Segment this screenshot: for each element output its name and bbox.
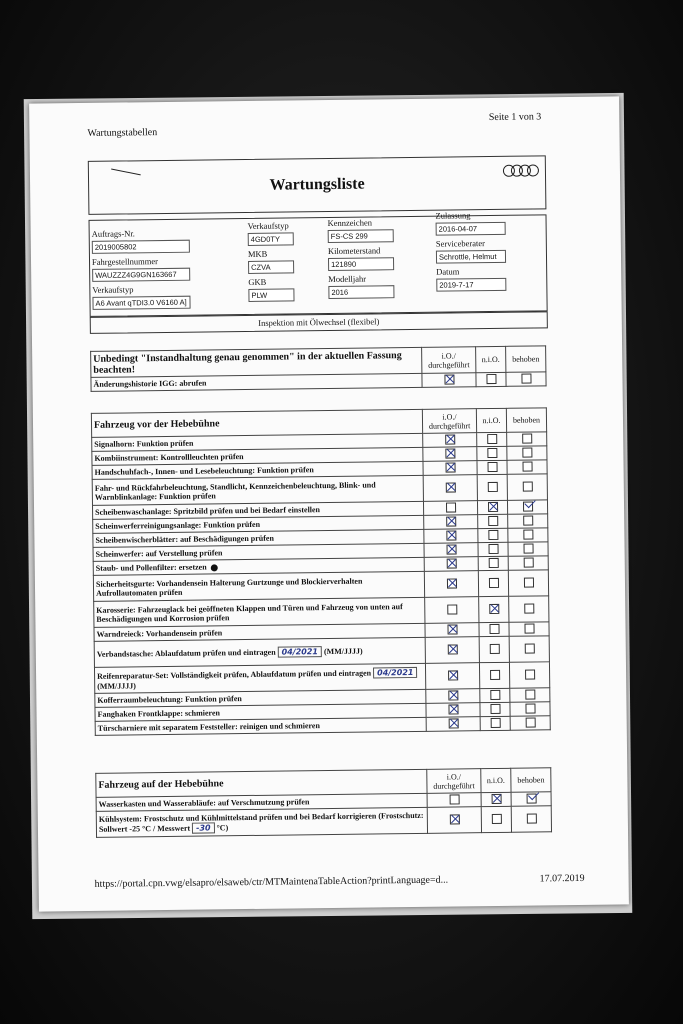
- checkbox-nio-cell: [481, 792, 511, 806]
- col-io: i.O./ durchgeführt: [427, 769, 481, 794]
- field-fahrgestell: WAUZZZ4G9GN163667: [92, 268, 190, 282]
- col-nio: n.i.O.: [476, 408, 506, 432]
- checkbox-behoben[interactable]: [525, 703, 535, 713]
- maintenance-sheet: [29, 96, 629, 911]
- checkbox-behoben-cell: [509, 622, 549, 636]
- checkbox-io[interactable]: [445, 482, 455, 492]
- checkbox-behoben-cell: [510, 702, 550, 716]
- checkbox-nio-cell: [479, 636, 509, 662]
- col-behoben: behoben: [506, 346, 546, 372]
- label-auftrags-nr: Auftrags-Nr.: [91, 228, 135, 239]
- checkbox-behoben[interactable]: [523, 515, 533, 525]
- checkbox-io-cell: [425, 597, 479, 624]
- checkbox-behoben-cell: [510, 688, 550, 702]
- checkbox-behoben-cell: [507, 432, 547, 446]
- checkbox-io[interactable]: [446, 530, 456, 540]
- row-text: Fahr- und Rückfahrbeleuchtung, Standlicht, Kennzeichenbeleuchtung, Blink- und Warnblinkanlage: Funktion prüfen: [94, 479, 376, 502]
- col-io: i.O./ durchgeführt: [422, 347, 476, 374]
- row-label: [94, 663, 425, 693]
- checkbox-io-cell: [426, 717, 480, 732]
- label-gkb: GKB: [248, 276, 267, 287]
- checkbox-behoben-cell: [508, 556, 548, 570]
- row-text: Karosserie: Fahrzeuglack bei geöffneten Klappen und Türen und Fahrzeug von unten auf Beschädigungen und Korrosion prüfen: [96, 601, 403, 624]
- checkbox-io[interactable]: [446, 558, 456, 568]
- row-label: [94, 597, 425, 627]
- row-text: Fanghaken Frontklappe: schmieren: [97, 708, 220, 719]
- required-dot-icon: [211, 564, 218, 571]
- checkbox-behoben[interactable]: [522, 447, 532, 457]
- label-kennzeichen: Kennzeichen: [327, 217, 372, 228]
- checkbox-behoben[interactable]: [521, 373, 531, 383]
- checkbox-behoben-cell: [507, 460, 547, 474]
- field-gkb: PLW: [248, 288, 294, 302]
- checkbox-nio-cell: [479, 596, 509, 622]
- field-auftrags-nr: 2019005802: [92, 240, 190, 254]
- row-text-suffix: °C): [216, 822, 229, 832]
- checkbox-nio[interactable]: [487, 433, 497, 443]
- checkbox-behoben[interactable]: [522, 433, 532, 443]
- checkbox-io-cell: [423, 461, 477, 476]
- section-vor-hebebuehne: [91, 407, 551, 736]
- checkbox-behoben-cell: [507, 446, 547, 460]
- row-label: [96, 807, 427, 837]
- checkbox-io[interactable]: [448, 718, 458, 728]
- checkbox-io-cell: [424, 529, 478, 544]
- row-text: Reifenreparatur-Set: Vollständigkeit prüfen, Ablaufdatum prüfen und eintragen: [97, 667, 372, 681]
- checkbox-nio[interactable]: [487, 481, 497, 491]
- checkbox-nio-cell: [480, 688, 510, 702]
- checkbox-nio[interactable]: [490, 703, 500, 713]
- field-verkaufstyp: A6 Avant qTDI3.0 V6160 A]: [92, 296, 190, 310]
- checkbox-nio[interactable]: [490, 717, 500, 727]
- row-text: Warndreieck: Vorhandensein prüfen: [96, 628, 223, 639]
- checkbox-nio[interactable]: [486, 373, 496, 383]
- checkbox-behoben[interactable]: [526, 813, 536, 823]
- row-text: Änderungshistorie IGG: abrufen: [93, 378, 207, 389]
- checkbox-nio[interactable]: [488, 543, 498, 553]
- col-nio: n.i.O.: [476, 346, 506, 372]
- checkbox-nio-cell: [477, 432, 507, 446]
- checkbox-nio-cell: [476, 372, 506, 386]
- section-auf-hebebuehne: [95, 767, 552, 838]
- row-text: Wasserkasten und Wasserabläufe: auf Verschmutzung prüfen: [98, 797, 310, 809]
- checkbox-nio-cell: [477, 474, 507, 500]
- field-serviceberater: Schrottle, Helmut: [436, 250, 506, 264]
- checkbox-behoben[interactable]: [525, 669, 535, 679]
- col-behoben: behoben: [511, 768, 551, 792]
- checkbox-io-cell: [426, 703, 480, 718]
- checkbox-io[interactable]: [447, 604, 457, 614]
- checkbox-nio[interactable]: [491, 793, 501, 803]
- checkbox-nio-cell: [477, 446, 507, 460]
- checkbox-nio-cell: [478, 556, 508, 570]
- label-datum: Datum: [436, 266, 460, 277]
- handwritten-entry[interactable]: 04/2021: [373, 666, 417, 678]
- footer-url: https://portal.cpn.vwg/elsapro/elsaweb/ctr/MTMaintenaTableAction?printLanguage=d...: [94, 874, 449, 890]
- checkbox-behoben-cell: [510, 716, 550, 730]
- field-kennzeichen: FS-CS 299: [328, 229, 394, 243]
- footer-date: 17.07.2019: [539, 872, 585, 885]
- row-text: Scheinwerferreinigungsanlage: Funktion prüfen: [95, 519, 261, 531]
- row-text: Scheibenwaschanlage: Spritzbild prüfen und bei Bedarf einstellen: [95, 505, 321, 517]
- checkbox-nio[interactable]: [489, 643, 499, 653]
- label-km: Kilometerstand: [327, 245, 381, 256]
- row-text: Scheibenwischerblätter: auf Beschädigungen prüfen: [95, 533, 274, 545]
- checkbox-behoben-cell: [508, 528, 548, 542]
- row-text: Sicherheitsgurte: Vorhandensein Halterung Gurtzunge und Blockierverhalten Aufrollautomaten prüfen: [95, 576, 363, 598]
- checkbox-io-cell: [425, 623, 479, 638]
- checkbox-behoben[interactable]: [523, 543, 533, 553]
- vehicle-info: [89, 210, 548, 317]
- checkbox-behoben-cell: [509, 636, 549, 662]
- checkbox-nio-cell: [478, 570, 508, 596]
- table-row: [96, 806, 551, 838]
- section-heading: Fahrzeug auf der Hebebühne: [96, 769, 427, 797]
- checkbox-behoben[interactable]: [525, 689, 535, 699]
- checkbox-io[interactable]: [449, 794, 459, 804]
- handwritten-entry[interactable]: 04/2021: [278, 646, 322, 658]
- checkbox-behoben-cell: [507, 500, 547, 514]
- label-mkb: MKB: [247, 248, 268, 259]
- section-heading: Fahrzeug vor der Hebebühne: [91, 409, 422, 437]
- handwritten-entry[interactable]: -30: [192, 822, 215, 833]
- field-modelljahr: 2016: [328, 285, 394, 299]
- label-serviceberater: Serviceberater: [435, 238, 485, 249]
- checkbox-nio-cell: [480, 702, 510, 716]
- row-text: Handschuhfach-, Innen- und Lesebeleuchtung: Funktion prüfen: [94, 465, 314, 477]
- checkbox-nio[interactable]: [489, 603, 499, 613]
- checkbox-behoben-cell: [507, 474, 547, 500]
- checkbox-nio-cell: [478, 500, 508, 514]
- checkbox-behoben-cell: [509, 662, 549, 688]
- checkbox-io-cell: [423, 433, 477, 448]
- checkbox-behoben-cell: [509, 596, 549, 622]
- checkbox-behoben-cell: [511, 792, 551, 806]
- checkbox-nio[interactable]: [487, 461, 497, 471]
- checkbox-nio[interactable]: [489, 623, 499, 633]
- checkbox-io[interactable]: [445, 462, 455, 472]
- label-modelljahr: Modelljahr: [328, 273, 367, 284]
- field-mkb: CZVA: [248, 260, 294, 274]
- checkbox-behoben[interactable]: [522, 481, 532, 491]
- checkbox-io[interactable]: [448, 704, 458, 714]
- checkbox-nio[interactable]: [490, 669, 500, 679]
- checkbox-io[interactable]: [449, 814, 459, 824]
- col-nio: n.i.O.: [481, 768, 511, 792]
- audi-logo-icon: [503, 164, 537, 176]
- checkbox-io[interactable]: [446, 502, 456, 512]
- row-text-suffix: (MM/JJJJ): [323, 646, 363, 657]
- checkbox-io-cell: [425, 637, 479, 664]
- checkbox-behoben-cell: [506, 372, 546, 386]
- checkbox-io-cell: [424, 543, 478, 558]
- row-label: [93, 571, 424, 601]
- checkbox-nio-cell: [478, 528, 508, 542]
- checkbox-behoben[interactable]: [523, 557, 533, 567]
- checkbox-behoben-cell: [508, 542, 548, 556]
- checkbox-behoben[interactable]: [525, 717, 535, 727]
- checkbox-nio-cell: [479, 622, 509, 636]
- section-igg: [90, 345, 546, 392]
- checkbox-io-cell: [424, 515, 478, 530]
- checkbox-nio[interactable]: [487, 447, 497, 457]
- checkbox-behoben-cell: [508, 514, 548, 528]
- checkbox-io-cell: [424, 571, 478, 598]
- checkbox-nio[interactable]: [491, 813, 501, 823]
- checkbox-behoben[interactable]: [524, 623, 534, 633]
- checkbox-io[interactable]: [445, 448, 455, 458]
- checkbox-behoben[interactable]: [524, 603, 534, 613]
- checkbox-io[interactable]: [446, 516, 456, 526]
- checkbox-nio[interactable]: [487, 501, 497, 511]
- label-zulassung: Zulassung: [435, 210, 471, 221]
- checkbox-nio-cell: [478, 542, 508, 556]
- checkbox-nio[interactable]: [488, 515, 498, 525]
- row-text-suffix: (MM/JJJJ): [97, 680, 136, 691]
- row-text: Scheinwerfer: auf Verstellung prüfen: [95, 548, 223, 559]
- field-datum: 2019-7-17: [436, 278, 506, 292]
- page-title: Wartungsliste: [269, 175, 365, 194]
- checkbox-behoben-cell: [511, 806, 551, 832]
- row-text: Türscharniere mit separatem Feststeller: reinigen und schmieren: [97, 721, 320, 733]
- checkbox-behoben[interactable]: [522, 461, 532, 471]
- checkbox-io-cell: [426, 663, 480, 690]
- checkbox-io[interactable]: [448, 670, 458, 680]
- row-text: Kofferraumbeleuchtung: Funktion prüfen: [97, 694, 242, 705]
- checkbox-io[interactable]: [447, 644, 457, 654]
- checkbox-nio-cell: [477, 460, 507, 474]
- label-verkaufstyp: Verkaufstyp: [92, 284, 134, 295]
- page-indicator: Seite 1 von 3: [488, 111, 542, 124]
- col-behoben: behoben: [506, 408, 546, 432]
- checkbox-io-cell: [423, 475, 477, 502]
- row-label: [91, 373, 422, 391]
- checkbox-io[interactable]: [444, 374, 454, 384]
- checkbox-io[interactable]: [446, 544, 456, 554]
- checkbox-nio-cell: [478, 514, 508, 528]
- row-label: [92, 475, 423, 505]
- checkbox-nio[interactable]: [490, 689, 500, 699]
- row-text: Kühlsystem: Frostschutz und Kühlmittelstand prüfen und bei Bedarf korrigieren (Frostschutz: Sollwert -25 °C / Messwert: [98, 810, 424, 834]
- checkbox-behoben[interactable]: [523, 529, 533, 539]
- section-heading: Unbedingt "Instandhaltung genau genommen" in der aktuellen Fassung beachten!: [91, 347, 422, 377]
- row-label: [94, 637, 425, 667]
- checkbox-io-cell: [426, 689, 480, 704]
- row-text: Kombiinstrument: Kontrollleuchten prüfen: [94, 452, 244, 463]
- checkbox-nio[interactable]: [488, 577, 498, 587]
- header-left: Wartungstabellen: [87, 127, 158, 139]
- field-verkaufstyp-code: 4GD0TY: [248, 232, 294, 246]
- col-io: i.O./ durchgeführt: [422, 409, 476, 434]
- checkbox-io[interactable]: [448, 690, 458, 700]
- checkbox-io[interactable]: [445, 434, 455, 444]
- checkbox-nio[interactable]: [488, 529, 498, 539]
- pen-mark: [111, 169, 141, 176]
- checkbox-io[interactable]: [446, 578, 456, 588]
- checkbox-behoben[interactable]: [524, 643, 534, 653]
- checkbox-io-cell: [422, 373, 476, 388]
- checkbox-behoben[interactable]: [522, 501, 532, 511]
- inspection-type: Inspektion mit Ölwechsel (flexibel): [90, 311, 548, 334]
- footer: [95, 873, 585, 890]
- checkbox-behoben[interactable]: [526, 793, 536, 803]
- checkbox-nio[interactable]: [488, 557, 498, 567]
- row-text: Staub- und Pollenfilter: ersetzen: [95, 562, 207, 573]
- field-km: 121890: [328, 257, 394, 271]
- field-zulassung: 2016-04-07: [436, 222, 506, 236]
- label-fahrgestell: Fahrgestellnummer: [91, 256, 159, 267]
- checkbox-io-cell: [427, 807, 481, 834]
- checkbox-nio-cell: [481, 806, 511, 832]
- checkbox-nio-cell: [480, 716, 510, 730]
- checkbox-behoben[interactable]: [523, 577, 533, 587]
- row-text: Verbandstasche: Ablaufdatum prüfen und eintragen: [96, 647, 276, 659]
- row-text: Signalhorn: Funktion prüfen: [94, 438, 194, 449]
- row-label: [95, 717, 426, 735]
- checkbox-io-cell: [424, 557, 478, 572]
- checkbox-io[interactable]: [447, 624, 457, 634]
- title-box: [88, 155, 547, 215]
- label-verkaufstyp-code: Verkaufstyp: [247, 220, 289, 231]
- checkbox-nio-cell: [479, 662, 509, 688]
- checkbox-io-cell: [424, 501, 478, 516]
- checkbox-io-cell: [427, 793, 481, 808]
- checkbox-io-cell: [423, 447, 477, 462]
- checkbox-behoben-cell: [508, 570, 548, 596]
